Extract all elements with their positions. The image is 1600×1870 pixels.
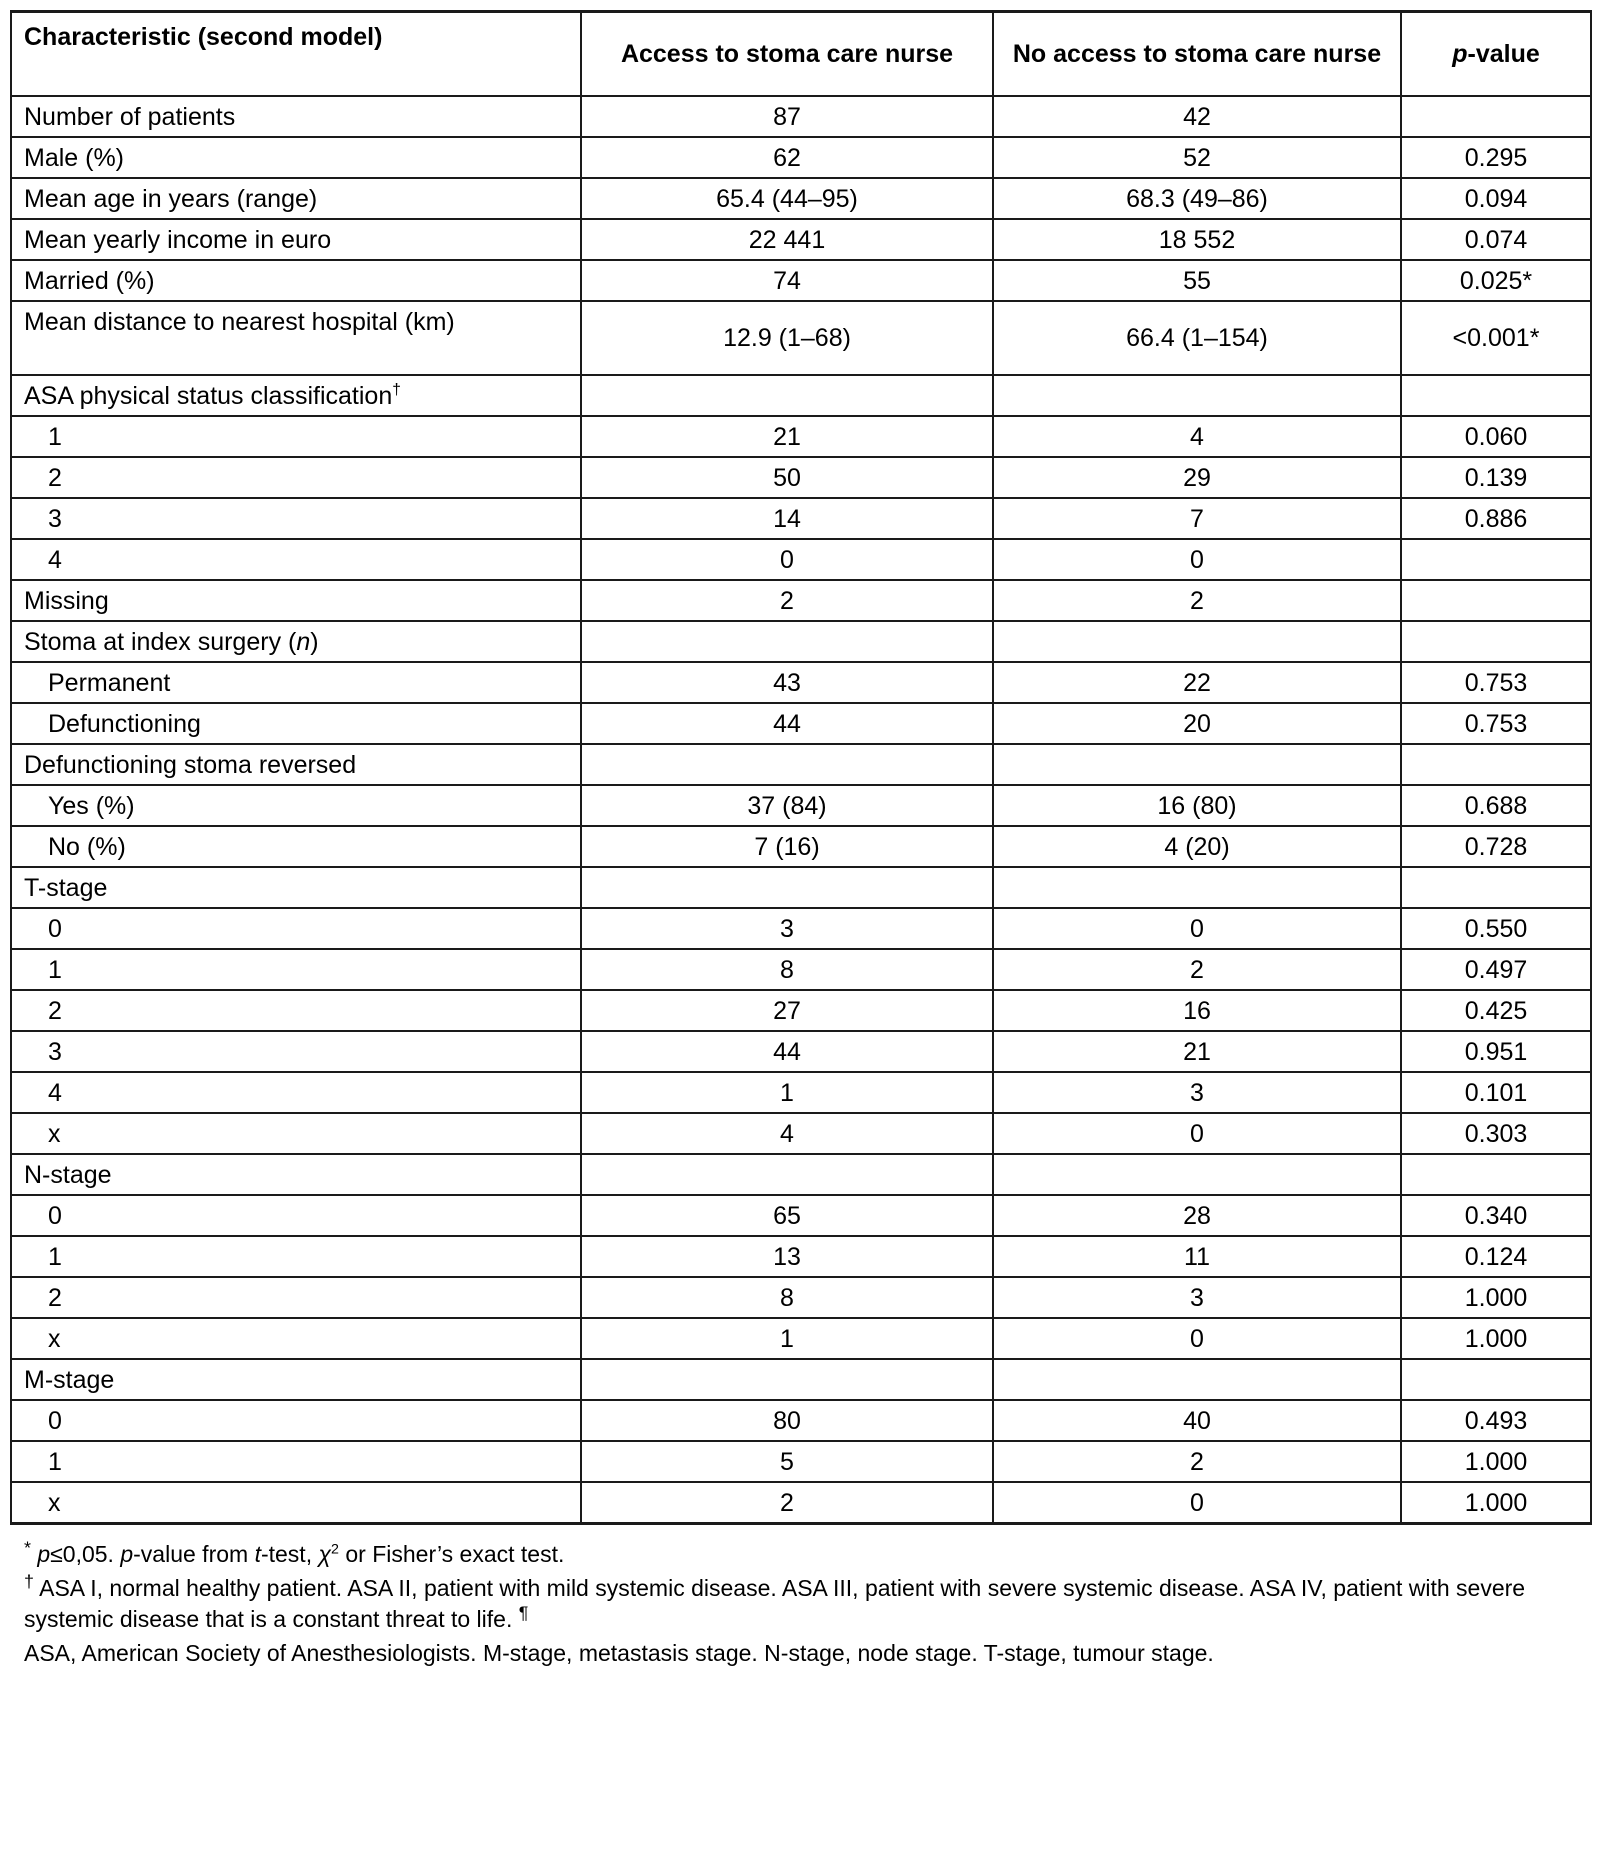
cell-pvalue: 0.728 [1401, 826, 1591, 867]
row-label: x [11, 1113, 581, 1154]
table-row [11, 457, 1591, 498]
cell-pvalue: 0.497 [1401, 949, 1591, 990]
cell-no-access: 40 [993, 1400, 1401, 1441]
table-row [11, 867, 1591, 908]
cell-access: 50 [581, 457, 993, 498]
table-row [11, 1441, 1591, 1482]
table-row [11, 1482, 1591, 1524]
cell-no-access: 2 [993, 580, 1401, 621]
cell-no-access [993, 375, 1401, 416]
row-label: Mean distance to nearest hospital (km) [11, 301, 581, 375]
table-row [11, 1072, 1591, 1113]
table-row [11, 301, 1591, 375]
table-row [11, 703, 1591, 744]
table-row [11, 1400, 1591, 1441]
cell-access: 7 (16) [581, 826, 993, 867]
table-row [11, 1031, 1591, 1072]
cell-access: 14 [581, 498, 993, 539]
cell-no-access: 16 (80) [993, 785, 1401, 826]
cell-access: 43 [581, 662, 993, 703]
cell-no-access: 3 [993, 1277, 1401, 1318]
table-row [11, 219, 1591, 260]
table-row [11, 260, 1591, 301]
cell-pvalue: 0.124 [1401, 1236, 1591, 1277]
cell-no-access: 68.3 (49–86) [993, 178, 1401, 219]
cell-pvalue [1401, 375, 1591, 416]
fn-text-4: or Fisher’s exact test. [338, 1541, 565, 1567]
cell-pvalue: 0.886 [1401, 498, 1591, 539]
header-row [11, 12, 1591, 97]
cell-access: 27 [581, 990, 993, 1031]
column-header-pvalue [1401, 12, 1591, 97]
cell-no-access: 20 [993, 703, 1401, 744]
table-row [11, 662, 1591, 703]
table-row [11, 826, 1591, 867]
cell-access: 87 [581, 96, 993, 137]
row-label: Mean yearly income in euro [11, 219, 581, 260]
cell-pvalue [1401, 621, 1591, 662]
row-label: 1 [11, 949, 581, 990]
row-label: T-stage [11, 867, 581, 908]
cell-access: 0 [581, 539, 993, 580]
row-label: ASA physical status classification† [11, 375, 581, 416]
cell-pvalue [1401, 1154, 1591, 1195]
cell-no-access [993, 621, 1401, 662]
cell-access [581, 744, 993, 785]
cell-access: 12.9 (1–68) [581, 301, 993, 375]
table-row [11, 1113, 1591, 1154]
pvalue-suffix: -value [1467, 40, 1540, 68]
cell-no-access: 2 [993, 1441, 1401, 1482]
cell-pvalue [1401, 1359, 1591, 1400]
cell-no-access [993, 744, 1401, 785]
cell-pvalue: 0.753 [1401, 703, 1591, 744]
cell-access: 1 [581, 1318, 993, 1359]
cell-no-access: 0 [993, 1318, 1401, 1359]
cell-access: 4 [581, 1113, 993, 1154]
cell-access: 2 [581, 580, 993, 621]
row-label: 0 [11, 1195, 581, 1236]
cell-access: 44 [581, 1031, 993, 1072]
cell-access: 37 (84) [581, 785, 993, 826]
cell-access: 5 [581, 1441, 993, 1482]
cell-pvalue: 0.753 [1401, 662, 1591, 703]
cell-no-access: 29 [993, 457, 1401, 498]
table-body [11, 96, 1591, 1524]
table-row [11, 539, 1591, 580]
table-row [11, 1154, 1591, 1195]
cell-pvalue: 0.550 [1401, 908, 1591, 949]
dagger-superscript: † [392, 381, 401, 399]
cell-pvalue: 0.688 [1401, 785, 1591, 826]
table-row [11, 178, 1591, 219]
row-label: Defunctioning stoma reversed [11, 744, 581, 785]
table-row [11, 1318, 1591, 1359]
row-label: 1 [11, 416, 581, 457]
cell-access: 80 [581, 1400, 993, 1441]
row-label: 4 [11, 1072, 581, 1113]
column-header-characteristic: Characteristic (second model) [11, 12, 581, 97]
cell-access: 2 [581, 1482, 993, 1524]
cell-pvalue: 0.303 [1401, 1113, 1591, 1154]
cell-no-access [993, 1154, 1401, 1195]
cell-pvalue [1401, 539, 1591, 580]
cell-no-access: 4 [993, 416, 1401, 457]
cell-no-access: 0 [993, 539, 1401, 580]
table-row [11, 990, 1591, 1031]
cell-no-access: 66.4 (1–154) [993, 301, 1401, 375]
asterisk-mark: * [24, 1537, 31, 1558]
fn-p-italic-1: p [37, 1541, 51, 1567]
cell-pvalue: 1.000 [1401, 1441, 1591, 1482]
footnote-significance [24, 1539, 1590, 1571]
table-header [11, 12, 1591, 97]
row-label: 0 [11, 1400, 581, 1441]
cell-no-access [993, 1359, 1401, 1400]
table-row [11, 744, 1591, 785]
cell-no-access: 0 [993, 1113, 1401, 1154]
table-row [11, 375, 1591, 416]
row-label: M-stage [11, 1359, 581, 1400]
fn-text-3: -test, [260, 1541, 319, 1567]
cell-pvalue: 0.425 [1401, 990, 1591, 1031]
cell-no-access: 28 [993, 1195, 1401, 1236]
cell-access: 21 [581, 416, 993, 457]
cell-pvalue: 1.000 [1401, 1318, 1591, 1359]
table-row [11, 416, 1591, 457]
cell-no-access: 7 [993, 498, 1401, 539]
table-row [11, 949, 1591, 990]
cell-no-access: 16 [993, 990, 1401, 1031]
table-row [11, 1277, 1591, 1318]
cell-access [581, 867, 993, 908]
fn-text-1: ≤0,05. [50, 1541, 121, 1567]
table-row [11, 908, 1591, 949]
fn-chi-exponent: 2 [331, 1541, 339, 1558]
row-label: 2 [11, 990, 581, 1031]
cell-access: 65.4 (44–95) [581, 178, 993, 219]
footnote-asa [24, 1573, 1590, 1636]
cell-access: 22 441 [581, 219, 993, 260]
cell-no-access: 52 [993, 137, 1401, 178]
table-row [11, 580, 1591, 621]
footnote-abbreviations: ASA, American Society of Anesthesiologists. M-stage, metastasis stage. N-stage, node stage. T-stage, tumour stage. [24, 1640, 1214, 1667]
cell-no-access: 11 [993, 1236, 1401, 1277]
fn-p-italic-2: p [120, 1541, 134, 1567]
cell-access [581, 1359, 993, 1400]
cell-no-access: 2 [993, 949, 1401, 990]
row-label: 1 [11, 1236, 581, 1277]
row-label: x [11, 1482, 581, 1524]
footnotes [10, 1539, 1590, 1670]
row-label: Mean age in years (range) [11, 178, 581, 219]
row-label: Missing [11, 580, 581, 621]
table-row [11, 1359, 1591, 1400]
row-label: 0 [11, 908, 581, 949]
pilcrow-mark: ¶ [518, 1602, 529, 1623]
table-row [11, 1195, 1591, 1236]
table-row [11, 1236, 1591, 1277]
cell-pvalue: 1.000 [1401, 1482, 1591, 1524]
cell-no-access: 18 552 [993, 219, 1401, 260]
cell-access: 62 [581, 137, 993, 178]
cell-pvalue: 0.060 [1401, 416, 1591, 457]
cell-pvalue [1401, 580, 1591, 621]
cell-no-access [993, 867, 1401, 908]
fn-chi-symbol: χ [318, 1541, 332, 1567]
cell-access: 1 [581, 1072, 993, 1113]
cell-access: 13 [581, 1236, 993, 1277]
table-row [11, 785, 1591, 826]
row-label: Male (%) [11, 137, 581, 178]
cell-pvalue: 0.139 [1401, 457, 1591, 498]
cell-access: 8 [581, 949, 993, 990]
cell-access: 74 [581, 260, 993, 301]
row-label: Stoma at index surgery (n) [11, 621, 581, 662]
column-header-no-access: No access to stoma care nurse [993, 12, 1401, 97]
cell-pvalue [1401, 867, 1591, 908]
cell-access [581, 1154, 993, 1195]
row-label: 3 [11, 498, 581, 539]
cell-pvalue: 1.000 [1401, 1277, 1591, 1318]
cell-access: 3 [581, 908, 993, 949]
cell-no-access: 4 (20) [993, 826, 1401, 867]
cell-pvalue [1401, 744, 1591, 785]
dagger-mark: † [24, 1571, 34, 1592]
cell-pvalue: 0.074 [1401, 219, 1591, 260]
clinical-characteristics-table [10, 10, 1592, 1525]
row-label: 3 [11, 1031, 581, 1072]
cell-pvalue [1401, 96, 1591, 137]
cell-no-access: 3 [993, 1072, 1401, 1113]
row-label: 2 [11, 457, 581, 498]
row-label: Yes (%) [11, 785, 581, 826]
cell-no-access: 22 [993, 662, 1401, 703]
fn-asa-text: ASA I, normal healthy patient. ASA II, patient with mild systemic disease. ASA III, patient with severe systemic disease. ASA IV, patient with severe systemic disease that is a constant threat to life. [24, 1574, 1526, 1633]
cell-access [581, 375, 993, 416]
fn-t-italic: t [254, 1541, 261, 1567]
cell-pvalue: 0.295 [1401, 137, 1591, 178]
cell-pvalue: 0.094 [1401, 178, 1591, 219]
cell-access: 44 [581, 703, 993, 744]
cell-pvalue: <0.001* [1401, 301, 1591, 375]
cell-no-access: 21 [993, 1031, 1401, 1072]
row-label: Permanent [11, 662, 581, 703]
cell-pvalue: 0.340 [1401, 1195, 1591, 1236]
table-row [11, 137, 1591, 178]
cell-access: 65 [581, 1195, 993, 1236]
cell-access [581, 621, 993, 662]
row-label: 2 [11, 1277, 581, 1318]
table-row [11, 621, 1591, 662]
pvalue-italic-p: p [1452, 40, 1468, 68]
cell-no-access: 0 [993, 908, 1401, 949]
cell-pvalue: 0.101 [1401, 1072, 1591, 1113]
italic-n: n [296, 627, 311, 656]
column-header-access: Access to stoma care nurse [581, 12, 993, 97]
row-label: Married (%) [11, 260, 581, 301]
cell-access: 8 [581, 1277, 993, 1318]
cell-pvalue: 0.025* [1401, 260, 1591, 301]
row-label: Defunctioning [11, 703, 581, 744]
cell-no-access: 0 [993, 1482, 1401, 1524]
cell-pvalue: 0.951 [1401, 1031, 1591, 1072]
table-row [11, 498, 1591, 539]
row-label: 4 [11, 539, 581, 580]
row-label: N-stage [11, 1154, 581, 1195]
cell-no-access: 42 [993, 96, 1401, 137]
row-label: 1 [11, 1441, 581, 1482]
cell-no-access: 55 [993, 260, 1401, 301]
row-label: No (%) [11, 826, 581, 867]
fn-text-2: -value from [133, 1541, 255, 1567]
row-label: x [11, 1318, 581, 1359]
row-label: Number of patients [11, 96, 581, 137]
table-row [11, 96, 1591, 137]
cell-pvalue: 0.493 [1401, 1400, 1591, 1441]
